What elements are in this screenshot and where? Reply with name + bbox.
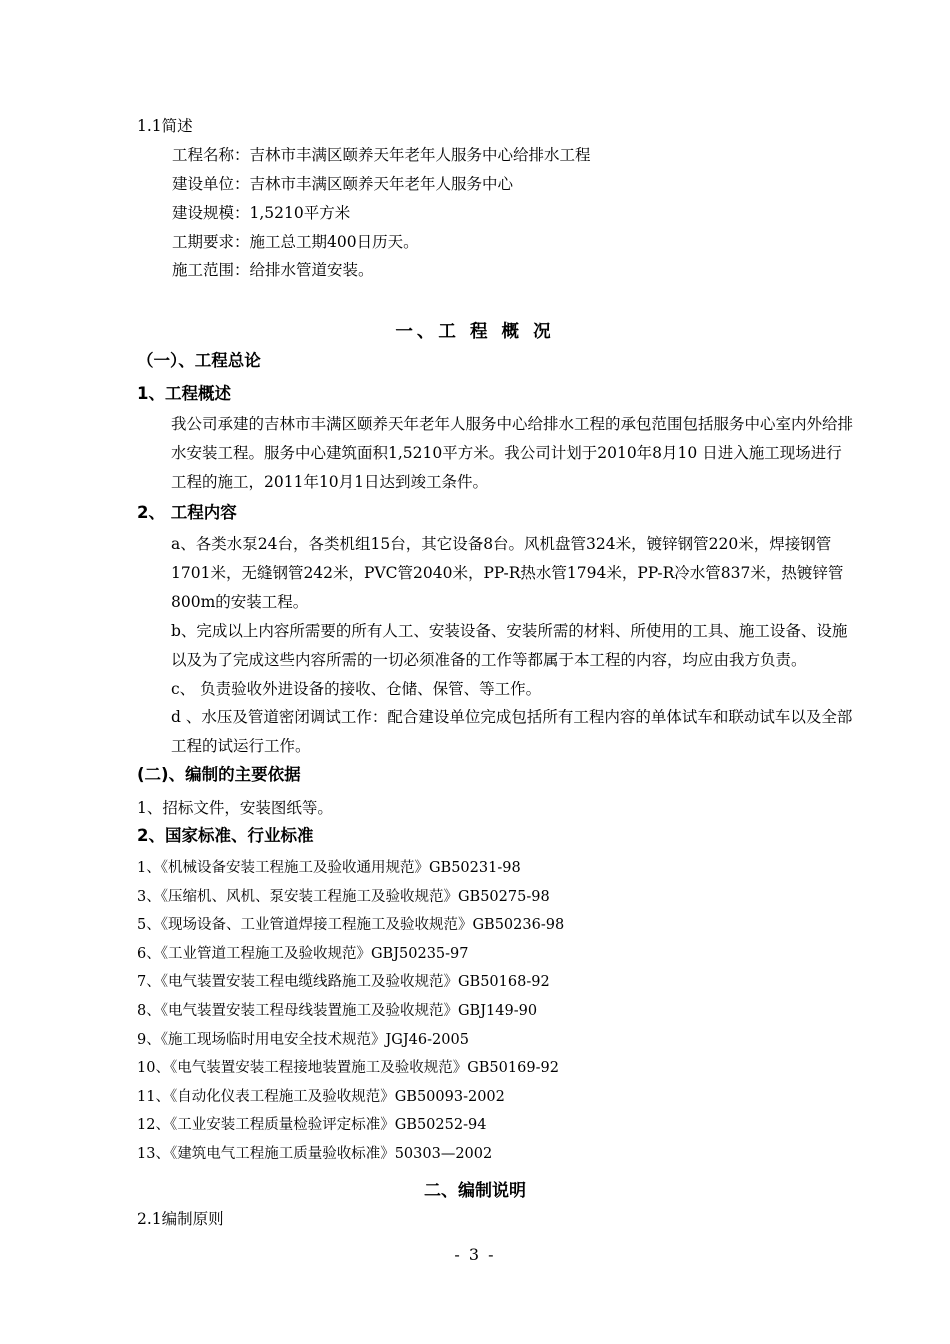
page-number: - 3 - — [454, 1245, 496, 1264]
content-item-a — [137, 530, 857, 617]
principles-heading: 2.1编制原则 — [137, 1210, 224, 1228]
standard-item: 12、《工业安装工程质量检验评定标准》GB50252-94 — [137, 1117, 487, 1134]
content-item-d — [137, 703, 857, 761]
scale-field: 建设规模：1,5210平方米 — [172, 204, 351, 222]
client-field: 建设单位：吉林市丰满区颐养天年老年人服务中心 — [172, 175, 514, 193]
standard-item: 6、《工业管道工程施工及验收规范》GBJ50235-97 — [137, 945, 469, 962]
basis-heading: (二)、编制的主要依据 — [137, 765, 301, 784]
content-item-a-text: a、各类水泵24台，各类机组15台，其它设备8台。风机盘管324米，镀锌钢管220米，焊接钢管1701米，无缝钢管242米，PVC管2040米，PP-R热水管1794米，PP-R冷水管837米，热镀锌管800m的安装工程。 — [171, 535, 844, 611]
section1-title: 一、工 程 概 况 — [395, 322, 555, 342]
overview-paragraph — [137, 410, 857, 497]
standard-item: 7、《电气装置安装工程电缆线路施工及验收规范》GB50168-92 — [137, 974, 550, 991]
standards-heading: 2、国家标准、行业标准 — [137, 826, 314, 845]
standard-item: 13、《建筑电气工程施工质量验收标准》50303—2002 — [137, 1145, 493, 1162]
content-item-d-text: d 、水压及管道密闭调试工作：配合建设单位完成包括所有工程内容的单体试车和联动试车以及全部工程的试运行工作。 — [171, 708, 853, 755]
general-heading: （一）、工程总论 — [137, 351, 261, 370]
content-item-b-text: b、完成以上内容所需要的所有人工、安装设备、安装所需的材料、所使用的工具、施工设备、设施以及为了完成这些内容所需的一切必须准备的工作等都属于本工程的内容，均应由我方负责。 — [171, 622, 848, 669]
standard-item: 9、《施工现场临时用电安全技术规范》JGJ46-2005 — [137, 1031, 469, 1048]
content-item-c — [137, 675, 857, 704]
standard-item: 3、《压缩机、风机、泵安装工程施工及验收规范》GB50275-98 — [137, 888, 550, 905]
overview-heading: 1、工程概述 — [137, 384, 231, 403]
project-name-field: 工程名称：吉林市丰满区颐养天年老年人服务中心给排水工程 — [172, 146, 591, 164]
section2-title: 二、编制说明 — [424, 1181, 526, 1201]
basis-item-1: 1、招标文件，安装图纸等。 — [137, 799, 333, 817]
standards-list — [137, 858, 564, 1173]
standard-item: 11、《自动化仪表工程施工及验收规范》GB50093-2002 — [137, 1088, 505, 1105]
standard-item: 8、《电气装置安装工程母线装置施工及验收规范》GBJ149-90 — [137, 1002, 538, 1019]
standard-item: 1、《机械设备安装工程施工及验收通用规范》GB50231-98 — [137, 860, 521, 876]
standard-item: 5、《现场设备、工业管道焊接工程施工及验收规范》GB50236-98 — [137, 917, 565, 934]
content-heading: 2、 工程内容 — [137, 503, 237, 522]
duration-field: 工期要求：施工总工期400日历天。 — [172, 233, 419, 251]
content-item-c-text: c、 负责验收外进设备的接收、仓储、保管、等工作。 — [171, 680, 542, 698]
intro-heading: 1.1简述 — [137, 117, 193, 135]
content-item-b — [137, 617, 857, 675]
overview-text: 我公司承建的吉林市丰满区颐养天年老年人服务中心给排水工程的承包范围包括服务中心室内外给排水安装工程。服务中心建筑面积1,5210平方米。我公司计划于2010年8月10 日进入施工现场进行工程的施工，2011年10月1日达到竣工条件。 — [171, 415, 854, 491]
standard-item: 10、《电气装置安装工程接地装置施工及验收规范》GB50169-92 — [137, 1060, 559, 1077]
scope-field: 施工范围：给排水管道安装。 — [172, 261, 374, 279]
